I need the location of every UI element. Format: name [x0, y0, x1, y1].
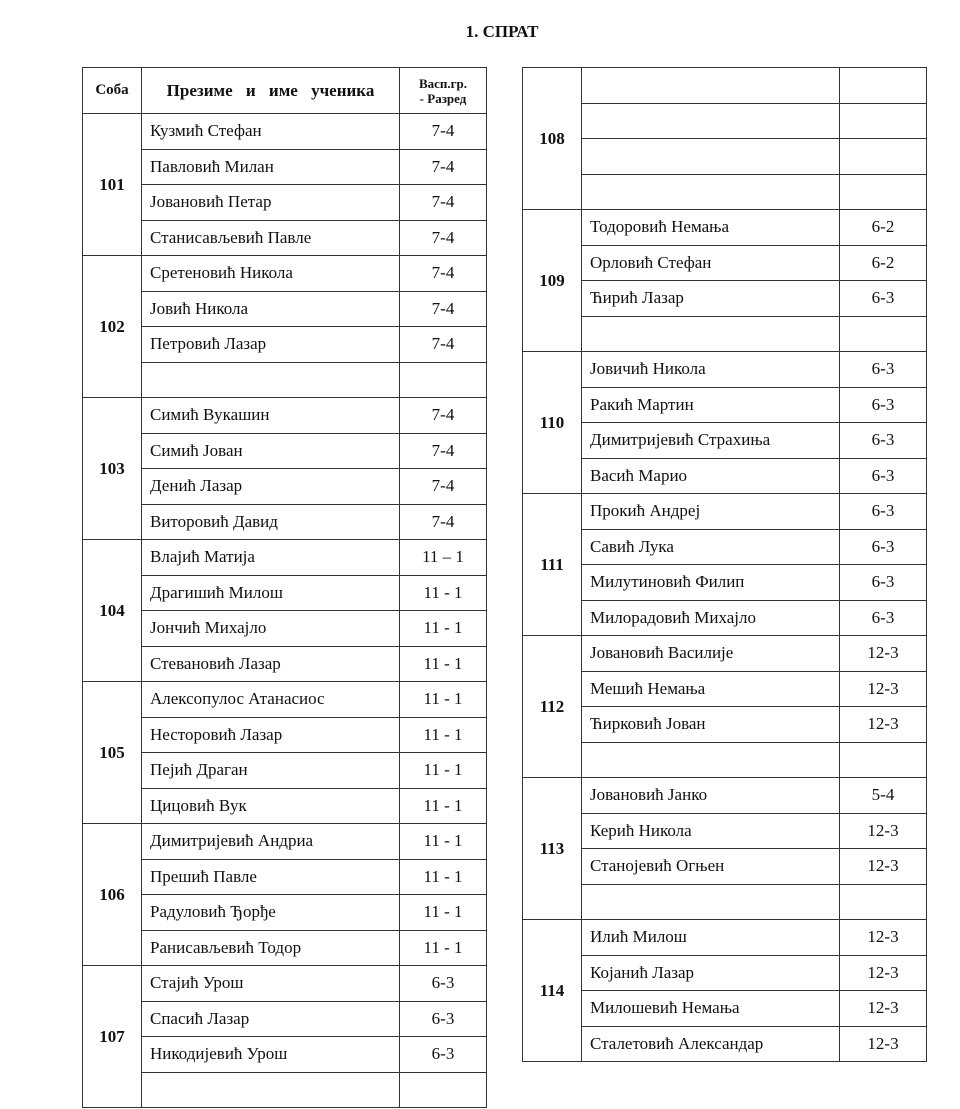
- table-row: [83, 220, 487, 256]
- student-group: 6-3: [840, 529, 927, 565]
- student-group: 6-3: [840, 352, 927, 388]
- student-name: Драгишић Милош: [142, 575, 400, 611]
- table-row: [83, 930, 487, 966]
- student-name: [142, 362, 400, 398]
- table-row: [83, 327, 487, 363]
- student-name: Јовановић Петар: [142, 185, 400, 221]
- student-name: Павловић Милан: [142, 149, 400, 185]
- student-group: 6-3: [840, 458, 927, 494]
- table-row: [523, 707, 927, 743]
- room-number: 112: [523, 636, 582, 778]
- student-group: 12-3: [840, 707, 927, 743]
- student-name: [582, 316, 840, 352]
- student-name: Јовичић Никола: [582, 352, 840, 388]
- student-name: Димитријевић Страхиња: [582, 423, 840, 459]
- table-row: [523, 423, 927, 459]
- student-name: Цицовић Вук: [142, 788, 400, 824]
- student-group: 11 – 1: [400, 540, 487, 576]
- table-row: [523, 671, 927, 707]
- table-row: [523, 174, 927, 210]
- room-number: 108: [523, 68, 582, 210]
- student-group: 7-4: [400, 149, 487, 185]
- student-group: 11 - 1: [400, 859, 487, 895]
- table-row: [83, 540, 487, 576]
- room-table-left-body: [83, 114, 487, 1108]
- student-name: Керић Никола: [582, 813, 840, 849]
- table-row: [523, 352, 927, 388]
- student-name: Јовановић Василије: [582, 636, 840, 672]
- student-name: Васић Марио: [582, 458, 840, 494]
- student-group: 5-4: [840, 778, 927, 814]
- student-name: [582, 139, 840, 175]
- table-row: [523, 316, 927, 352]
- table-row: [83, 966, 487, 1002]
- student-name: Симић Вукашин: [142, 398, 400, 434]
- student-name: Ћирић Лазар: [582, 281, 840, 317]
- table-row: [83, 895, 487, 931]
- student-name: Ћирковић Јован: [582, 707, 840, 743]
- table-row: [523, 281, 927, 317]
- student-group: [840, 139, 927, 175]
- room-number: 107: [83, 966, 142, 1108]
- student-name: Никодијевић Урош: [142, 1037, 400, 1073]
- header-group: [400, 68, 487, 114]
- student-group: 6-3: [840, 494, 927, 530]
- table-row: [523, 778, 927, 814]
- room-number: 110: [523, 352, 582, 494]
- student-group: 7-4: [400, 185, 487, 221]
- student-group: 7-4: [400, 220, 487, 256]
- student-group: 6-3: [400, 1001, 487, 1037]
- student-group: 6-3: [840, 600, 927, 636]
- table-row: [83, 682, 487, 718]
- student-group: [400, 1072, 487, 1108]
- table-row: [523, 210, 927, 246]
- header-name: Презиме и име ученика: [142, 68, 400, 114]
- room-number: 105: [83, 682, 142, 824]
- table-row: [523, 600, 927, 636]
- student-name: Влајић Матија: [142, 540, 400, 576]
- table-row: [83, 1037, 487, 1073]
- student-group: [840, 174, 927, 210]
- student-name: Станисављевић Павле: [142, 220, 400, 256]
- room-number: 103: [83, 398, 142, 540]
- student-group: 11 - 1: [400, 682, 487, 718]
- student-group: 6-3: [840, 387, 927, 423]
- student-name: Денић Лазар: [142, 469, 400, 505]
- student-group: 7-4: [400, 291, 487, 327]
- student-name: Прокић Андреј: [582, 494, 840, 530]
- table-row: [523, 387, 927, 423]
- student-name: Јовић Никола: [142, 291, 400, 327]
- header-group-line2: - Разред: [419, 90, 467, 106]
- student-name: Сретеновић Никола: [142, 256, 400, 292]
- student-group: [840, 68, 927, 104]
- student-group: 11 - 1: [400, 895, 487, 931]
- table-row: [523, 884, 927, 920]
- table-row: [523, 494, 927, 530]
- student-name: Милорадовић Михајло: [582, 600, 840, 636]
- table-row: [83, 149, 487, 185]
- table-row: [83, 646, 487, 682]
- table-row: [83, 504, 487, 540]
- student-name: Ракић Мартин: [582, 387, 840, 423]
- student-name: Стајић Урош: [142, 966, 400, 1002]
- room-table-left: [82, 67, 487, 1108]
- student-group: 11 - 1: [400, 930, 487, 966]
- student-group: 11 - 1: [400, 611, 487, 647]
- student-group: [400, 362, 487, 398]
- room-number: 109: [523, 210, 582, 352]
- student-group: 12-3: [840, 1026, 927, 1062]
- student-name: Илић Милош: [582, 920, 840, 956]
- student-group: 11 - 1: [400, 824, 487, 860]
- room-number: 113: [523, 778, 582, 920]
- student-name: Спасић Лазар: [142, 1001, 400, 1037]
- student-name: Јовановић Јанко: [582, 778, 840, 814]
- student-group: 6-2: [840, 210, 927, 246]
- table-row: [523, 139, 927, 175]
- table-row: [83, 362, 487, 398]
- student-group: 11 - 1: [400, 788, 487, 824]
- student-group: [840, 316, 927, 352]
- table-row: [83, 1072, 487, 1108]
- table-row: [523, 529, 927, 565]
- table-row: [523, 991, 927, 1027]
- student-group: 7-4: [400, 327, 487, 363]
- student-name: Милошевић Немања: [582, 991, 840, 1027]
- table-row: [523, 68, 927, 104]
- student-group: 11 - 1: [400, 753, 487, 789]
- student-name: Кузмић Стефан: [142, 114, 400, 150]
- room-number: 114: [523, 920, 582, 1062]
- student-name: Мешић Немања: [582, 671, 840, 707]
- student-group: [840, 103, 927, 139]
- student-group: 6-2: [840, 245, 927, 281]
- student-group: 12-3: [840, 955, 927, 991]
- student-name: Станојевић Огњен: [582, 849, 840, 885]
- student-group: [840, 742, 927, 778]
- student-group: 12-3: [840, 849, 927, 885]
- student-name: [142, 1072, 400, 1108]
- student-group: 6-3: [400, 1037, 487, 1073]
- student-name: Стевановић Лазар: [142, 646, 400, 682]
- student-group: 7-4: [400, 256, 487, 292]
- table-row: [83, 575, 487, 611]
- student-group: 12-3: [840, 920, 927, 956]
- room-number: 106: [83, 824, 142, 966]
- student-group: 6-3: [840, 281, 927, 317]
- table-row: [523, 742, 927, 778]
- table-row: [83, 1001, 487, 1037]
- room-table-right-body: [523, 68, 927, 1062]
- student-group: 7-4: [400, 433, 487, 469]
- student-group: 6-3: [840, 565, 927, 601]
- table-row: [83, 824, 487, 860]
- student-name: Којанић Лазар: [582, 955, 840, 991]
- table-row: [83, 398, 487, 434]
- header-room: Соба: [83, 68, 142, 114]
- table-row: [523, 636, 927, 672]
- student-name: [582, 742, 840, 778]
- student-name: Милутиновић Филип: [582, 565, 840, 601]
- table-row: [523, 813, 927, 849]
- table-row: [83, 717, 487, 753]
- student-group: 7-4: [400, 504, 487, 540]
- table-row: [523, 849, 927, 885]
- student-group: 7-4: [400, 398, 487, 434]
- student-group: 6-3: [840, 423, 927, 459]
- table-row: [523, 103, 927, 139]
- student-name: [582, 68, 840, 104]
- student-group: 6-3: [400, 966, 487, 1002]
- student-name: Ранисављевић Тодор: [142, 930, 400, 966]
- header-group-line1: Васп.гр.: [418, 75, 468, 91]
- table-row: [83, 788, 487, 824]
- student-group: [840, 884, 927, 920]
- student-name: Димитријевић Андриа: [142, 824, 400, 860]
- table-row: [83, 433, 487, 469]
- table-row: [523, 920, 927, 956]
- student-group: 11 - 1: [400, 575, 487, 611]
- student-group: 11 - 1: [400, 717, 487, 753]
- student-name: [582, 103, 840, 139]
- student-group: 7-4: [400, 114, 487, 150]
- room-number: 102: [83, 256, 142, 398]
- student-name: Симић Јован: [142, 433, 400, 469]
- table-row: [523, 1026, 927, 1062]
- table-row: [83, 469, 487, 505]
- table-row: [83, 291, 487, 327]
- table-row: [523, 565, 927, 601]
- table-row: [523, 955, 927, 991]
- room-number: 101: [83, 114, 142, 256]
- student-name: Орловић Стефан: [582, 245, 840, 281]
- student-name: Алексопулос Атанасиос: [142, 682, 400, 718]
- student-name: Пејић Драган: [142, 753, 400, 789]
- table-row: [83, 256, 487, 292]
- student-group: 12-3: [840, 671, 927, 707]
- table-row: [523, 458, 927, 494]
- table-row: [83, 611, 487, 647]
- student-name: [582, 884, 840, 920]
- student-group: 7-4: [400, 469, 487, 505]
- student-group: 12-3: [840, 813, 927, 849]
- table-row: [83, 185, 487, 221]
- page-title: 1. СПРАТ: [465, 22, 539, 41]
- table-row: [523, 245, 927, 281]
- table-row: [83, 114, 487, 150]
- student-name: Јончић Михајло: [142, 611, 400, 647]
- student-name: Несторовић Лазар: [142, 717, 400, 753]
- student-name: Прешић Павле: [142, 859, 400, 895]
- room-number: 111: [523, 494, 582, 636]
- student-name: Радуловић Ђорђе: [142, 895, 400, 931]
- student-name: Тодоровић Немања: [582, 210, 840, 246]
- student-name: Савић Лука: [582, 529, 840, 565]
- student-group: 12-3: [840, 636, 927, 672]
- table-row: [83, 753, 487, 789]
- student-name: [582, 174, 840, 210]
- room-number: 104: [83, 540, 142, 682]
- student-group: 12-3: [840, 991, 927, 1027]
- student-group: 11 - 1: [400, 646, 487, 682]
- table-row: [83, 859, 487, 895]
- room-table-right: [522, 67, 927, 1062]
- student-name: Виторовић Давид: [142, 504, 400, 540]
- student-name: Петровић Лазар: [142, 327, 400, 363]
- student-name: Сталетовић Александар: [582, 1026, 840, 1062]
